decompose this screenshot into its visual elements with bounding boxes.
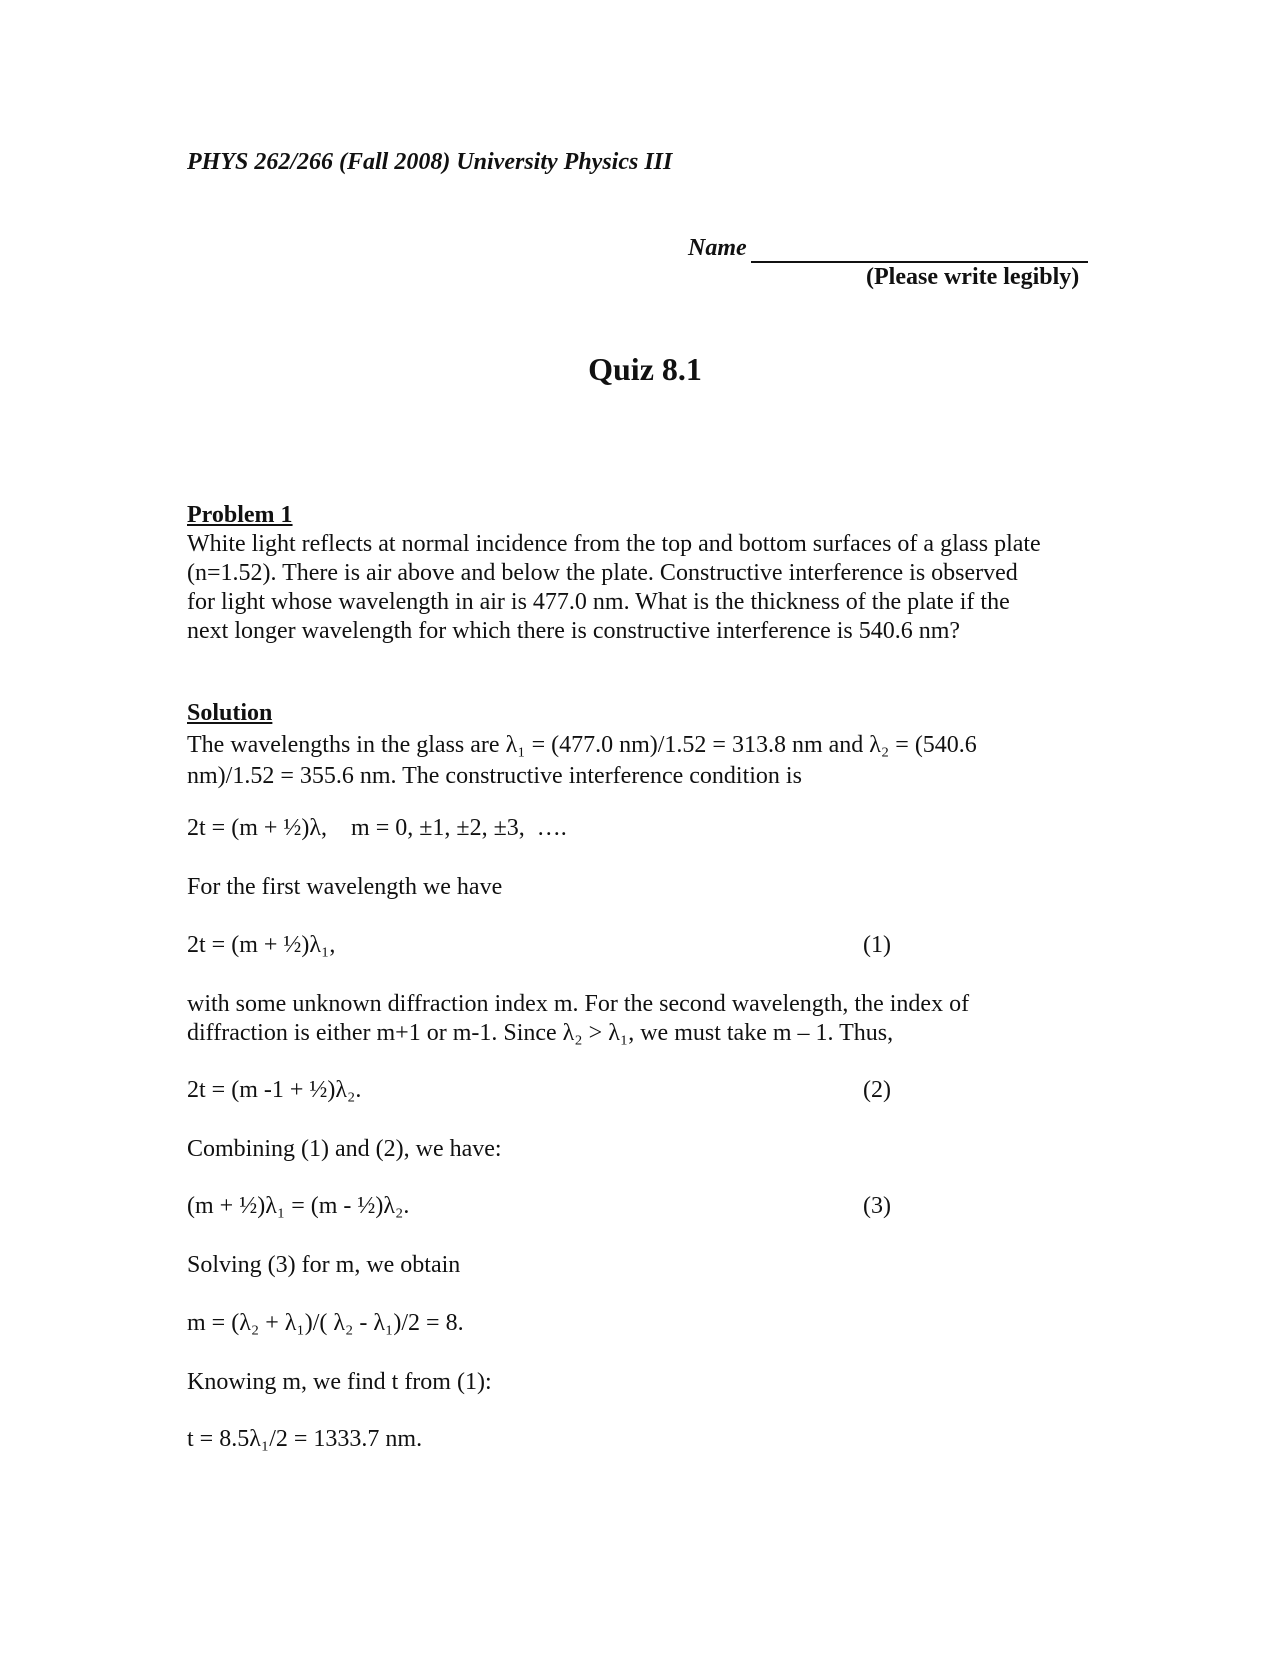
equation-3-number: (3) xyxy=(863,1193,891,1219)
knowing-text: Knowing m, we find t from (1): xyxy=(187,1369,492,1395)
name-label: Name xyxy=(688,235,747,261)
t-result: t = 8.5λ₁/2 = 1333.7 nm. xyxy=(187,1426,423,1452)
problem-heading: Problem 1 xyxy=(187,502,293,528)
equation-2-number: (2) xyxy=(863,1077,891,1103)
quiz-title: Quiz 8.1 xyxy=(588,351,702,387)
equation-1-number: (1) xyxy=(863,932,891,958)
m-result: m = (λ₂ + λ₁)/( λ₂ - λ₁)/2 = 8. xyxy=(187,1310,464,1336)
first-wavelength-text: For the first wavelength we have xyxy=(187,874,503,900)
solving-text: Solving (3) for m, we obtain xyxy=(187,1252,461,1278)
solution-intro: The wavelengths in the glass are λ₁ = (477.0 nm)/1.52 = 313.8 nm and λ₂ = (540.6 nm)/1.52 = 355.6 nm. The constructive interference condition is xyxy=(187,732,977,789)
interference-condition: 2t = (m + ½)λ, m = 0, ±1, ±2, ±3, …. xyxy=(187,815,567,841)
name-line xyxy=(751,261,1088,263)
legibility-note: (Please write legibly) xyxy=(866,264,1080,290)
equation-2: 2t = (m -1 + ½)λ₂. xyxy=(187,1077,362,1103)
equation-1: 2t = (m + ½)λ₁, xyxy=(187,932,336,958)
problem-text: White light reflects at normal incidence from the top and bottom surfaces of a glass plate (n=1.52). There is air above and below the plate. Constructive interference is observed for light whose wavelength in air is 477.0 nm. What is the thickness of the plate if the next longer wavelength for which there is constructive interference is 540.6 nm? xyxy=(187,531,1041,644)
solution-heading: Solution xyxy=(187,700,273,726)
course-title: PHYS 262/266 (Fall 2008) University Physics III xyxy=(187,149,673,175)
equation-3: (m + ½)λ₁ = (m - ½)λ₂. xyxy=(187,1193,410,1219)
combining-text: Combining (1) and (2), we have: xyxy=(187,1136,502,1162)
second-wavelength-text: with some unknown diffraction index m. For the second wavelength, the index of diffraction is either m+1 or m-1. Since λ₂ > λ₁, we must take m – 1. Thus, xyxy=(187,991,970,1046)
